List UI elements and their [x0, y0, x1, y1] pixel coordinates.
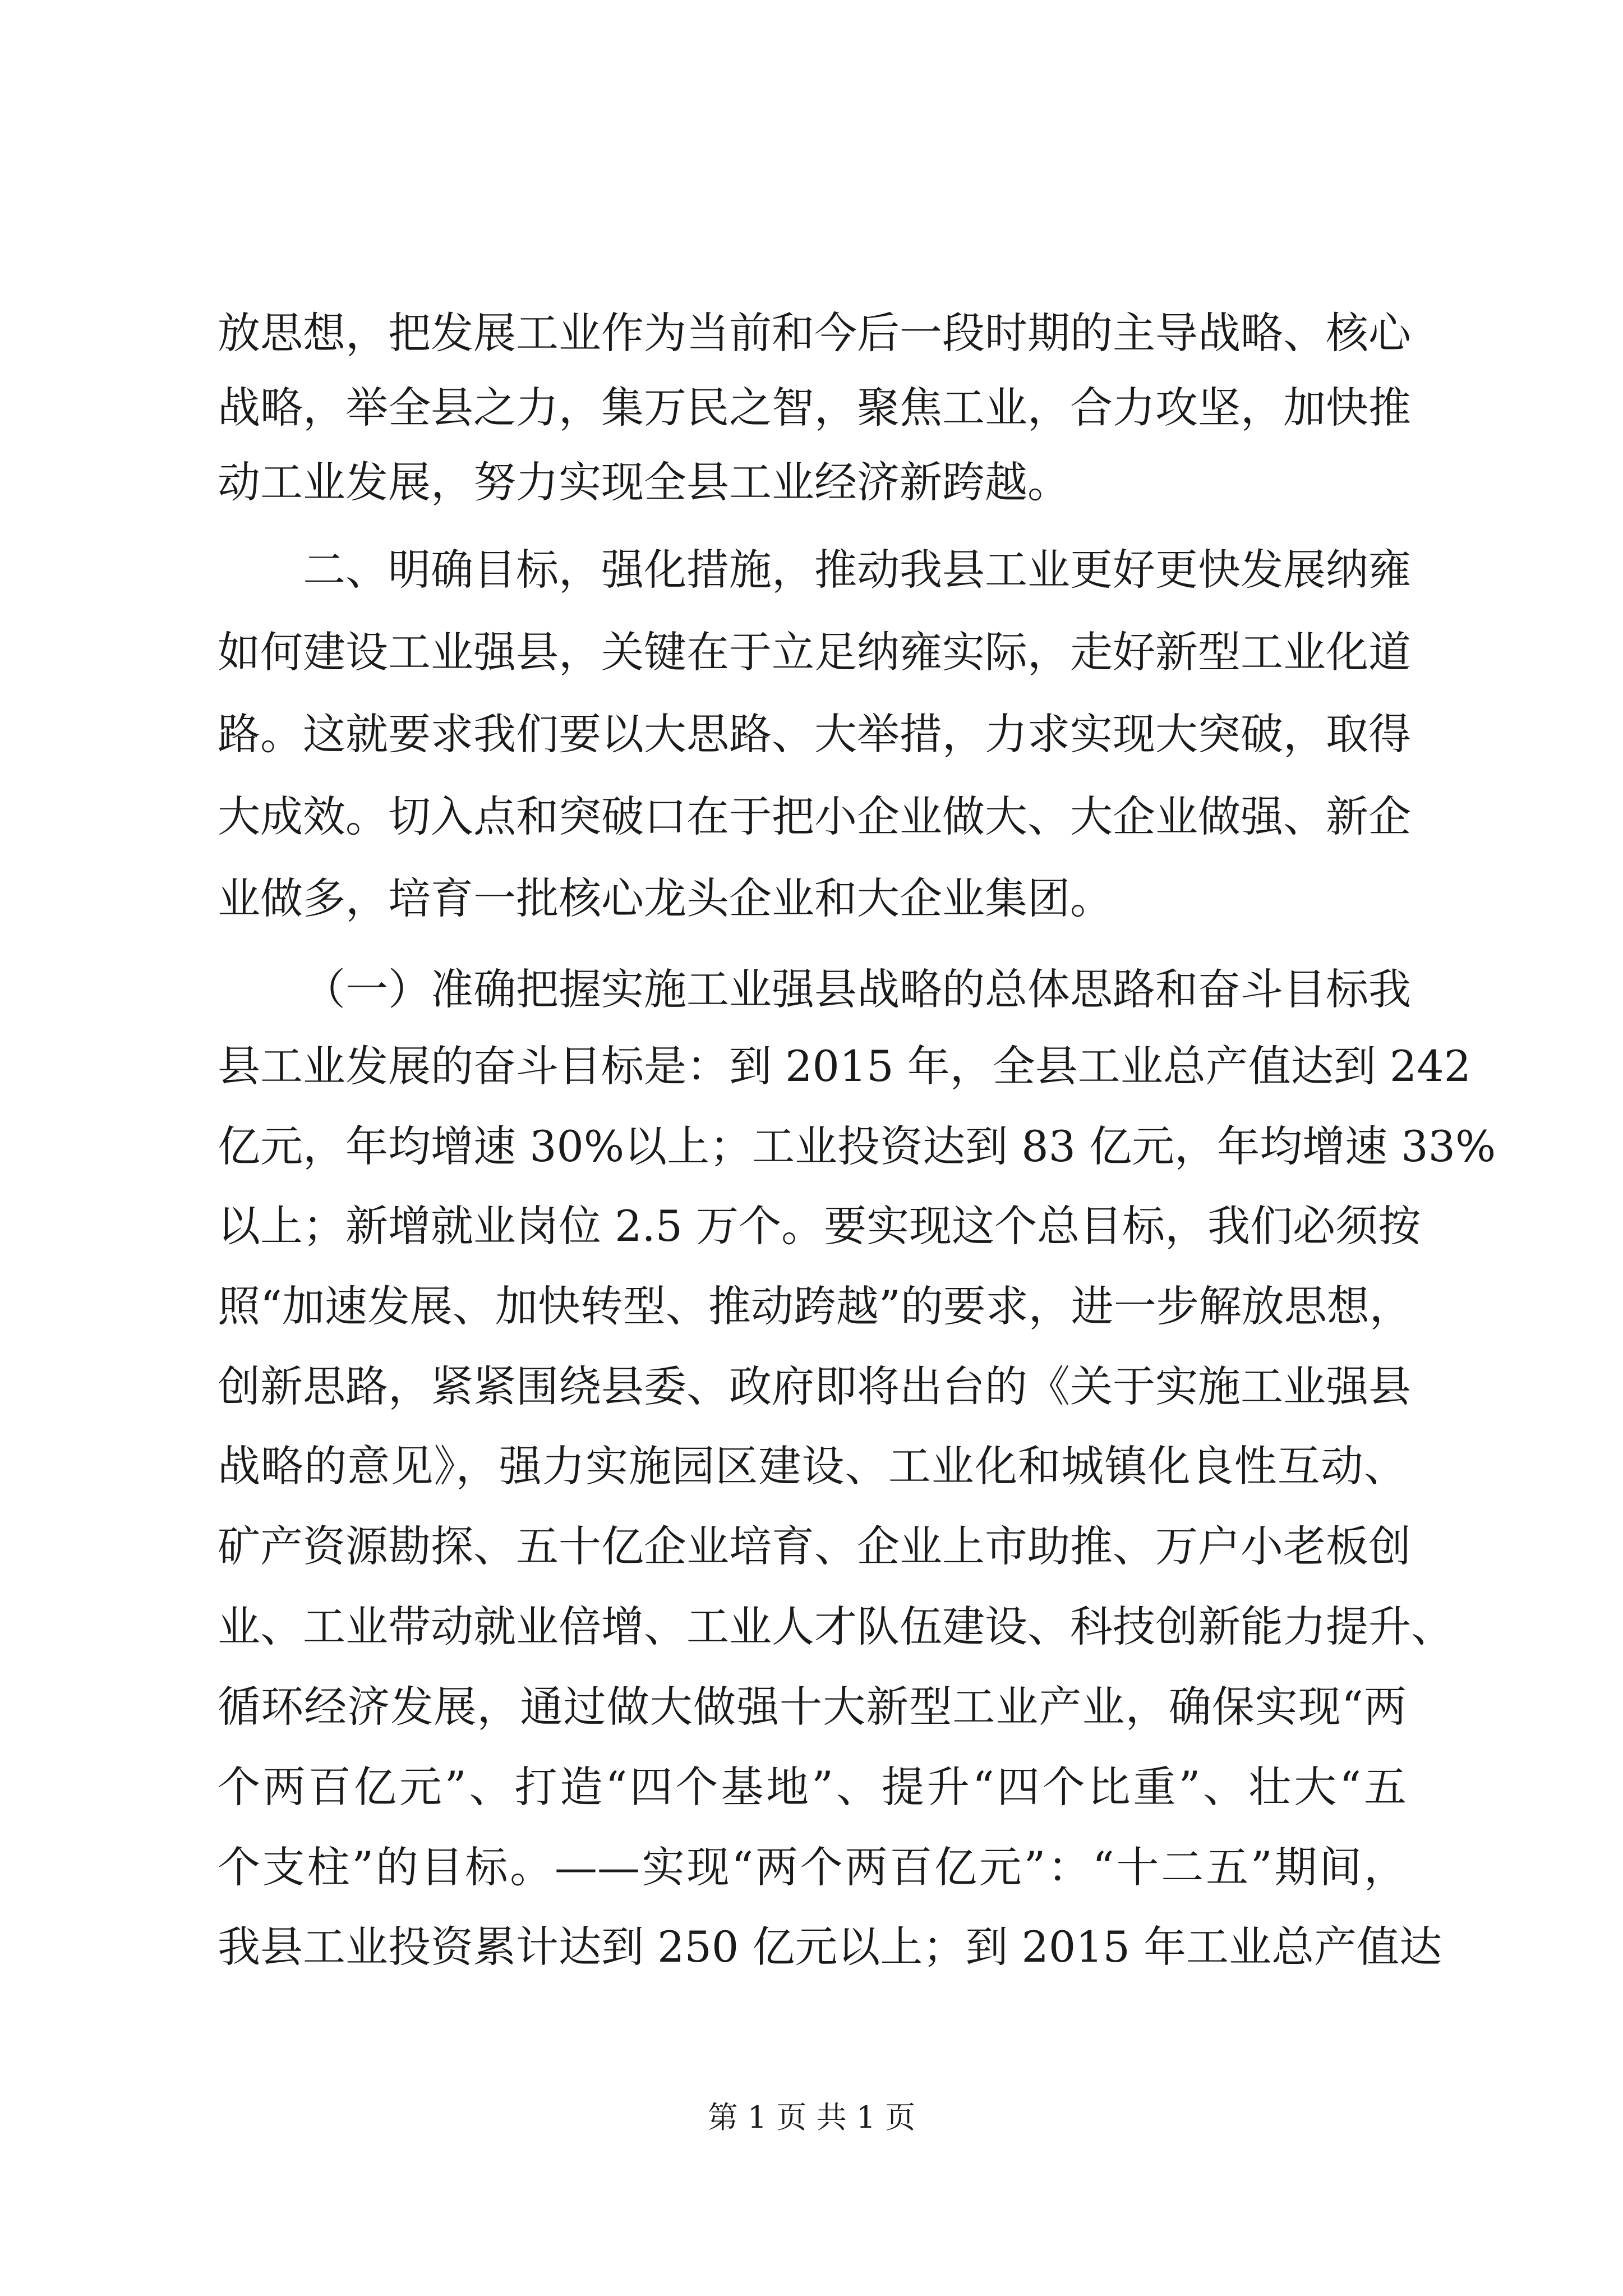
subsection-heading-line: （一）准确把握实施工业强县战略的总体思路和奋斗目标我 — [303, 964, 1411, 1014]
body-line-21: 我县工业投资累计达到 250 亿元以上；到 2015 年工业总产值达 — [218, 1922, 1442, 1972]
page-footer: 第 1 页 共 1 页 — [707, 2100, 916, 2135]
body-line-16: 矿产资源勘探、五十亿企业培育、企业上市助推、万户小老板创 — [218, 1521, 1411, 1571]
body-line-10: 县工业发展的奋斗目标是：到 2015 年，全县工业总产值达到 242 — [218, 1041, 1471, 1091]
body-line-5: 如何建设工业强县，关键在于立足纳雍实际，走好新型工业化道 — [218, 627, 1411, 677]
body-line-7: 大成效。切入点和突破口在于把小企业做大、大企业做强、新企 — [218, 792, 1411, 841]
body-line-1: 放思想，把发展工业作为当前和今后一段时期的主导战略、核心 — [218, 308, 1411, 358]
body-line-15: 战略的意见》，强力实施园区建设、工业化和城镇化良性互动、 — [218, 1441, 1407, 1491]
body-line-6: 路。这就要求我们要以大思路、大举措，力求实现大突破，取得 — [218, 709, 1411, 759]
body-line-3: 动工业发展，努力实现全县工业经济新跨越。 — [218, 457, 1070, 507]
section-heading-line: 二、明确目标，强化措施，推动我县工业更好更快发展纳雍 — [303, 545, 1411, 595]
body-line-18: 循环经济发展，通过做大做强十大新型工业产业，确保实现“两 — [218, 1682, 1407, 1732]
body-line-11: 亿元，年均增速 30%以上；工业投资达到 83 亿元，年均增速 33% — [218, 1121, 1496, 1171]
body-line-13: 照“加速发展、加快转型、推动跨越”的要求，进一步解放思想， — [218, 1281, 1412, 1331]
body-line-2: 战略，举全县之力，集万民之智，聚焦工业，合力攻坚，加快推 — [218, 383, 1411, 432]
body-line-8: 业做多，培育一批核心龙头企业和大企业集团。 — [218, 873, 1113, 923]
body-line-19: 个两百亿元”、打造“四个基地”、提升“四个比重”、壮大“五 — [218, 1762, 1407, 1812]
body-line-14: 创新思路，紧紧围绕县委、政府即将出台的《关于实施工业强县 — [218, 1361, 1411, 1411]
body-line-17: 业、工业带动就业倍增、工业人才队伍建设、科技创新能力提升、 — [218, 1602, 1454, 1651]
body-line-20: 个支柱”的目标。——实现“两个两百亿元”：“十二五”期间， — [218, 1842, 1407, 1892]
body-line-12: 以上；新增就业岗位 2.5 万个。要实现这个总目标，我们必须按 — [218, 1201, 1421, 1251]
